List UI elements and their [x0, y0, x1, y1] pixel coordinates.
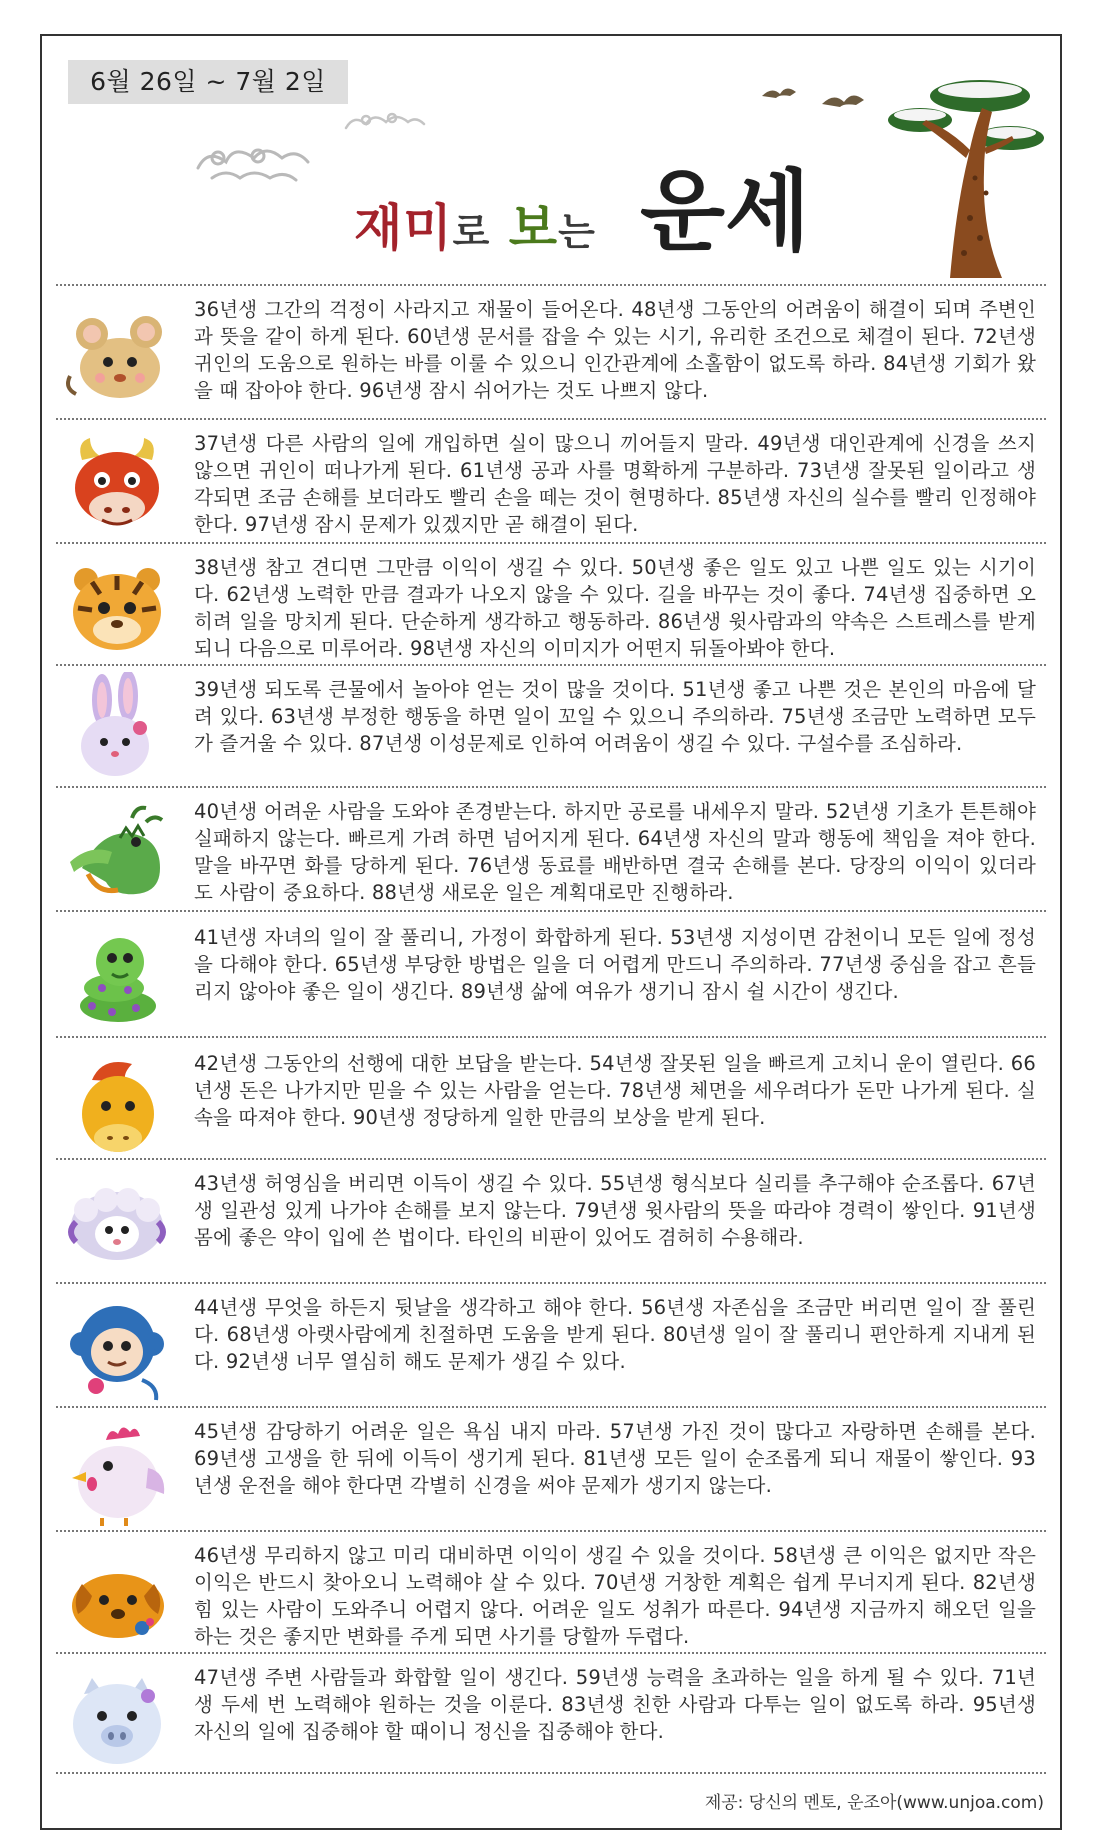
fortune-text-pig: 47년생 주변 사람들과 화합할 일이 생긴다. 59년생 능력을 초과하는 일을 하게 될 수 있다. 71년생 두세 번 노력해야 원하는 것을 이룬다. 83년생 친한 사람과 다투는 일이 없도록 하라. 95년생 자신의 일에 집중해야 할 때이니 정신을 집중해야 한다.: [194, 1666, 1036, 1743]
rabbit-icon: [62, 672, 172, 782]
title-word-1: 재미: [354, 199, 453, 257]
fortune-text-tiger: 38년생 참고 견디면 그만큼 이익이 생길 수 있다. 50년생 좋은 일도 있고 나쁜 일도 있는 시기이다. 62년생 노력한 만큼 결과가 나오지 않을 수 있다. 길을 바꾸는 것이 좋다. 74년생 집중하면 오히려 일을 망치게 된다. 단순하게 생각하고 행동하라. 86년생 윗사람과의 약속은 스트레스를 받게 되니 다음으로 미루어라. 98년생 자신의 이미지가 어떤지 뒤돌아봐야 한다.: [194, 556, 1036, 660]
credit-line: 제공: 당신의 멘토, 운조아(www.unjoa.com): [704, 1793, 1044, 1813]
title-calligraphy: 운세: [640, 159, 811, 263]
separator: [56, 542, 1046, 544]
separator: [56, 786, 1046, 788]
separator: [56, 1772, 1046, 1774]
separator: [56, 1652, 1046, 1654]
snake-icon: [62, 922, 172, 1032]
fortune-text-sheep: 43년생 허영심을 버리면 이득이 생길 수 있다. 55년생 형식보다 실리를 추구해야 순조롭다. 67년생 일관성 있게 나가야 손해를 보지 않는다. 79년생 윗사람의 뜻을 따라야 경력이 쌓인다. 91년생 몸에 좋은 약이 입에 쓴 법이다. 타인의 비판이 있어도 겸허히 수용해라.: [194, 1172, 1036, 1249]
separator: [56, 910, 1046, 912]
dragon-icon: [62, 798, 172, 908]
title-word-4: 는: [558, 210, 596, 254]
pig-icon: [62, 1666, 172, 1776]
separator: [56, 1036, 1046, 1038]
fortune-text-rabbit: 39년생 되도록 큰물에서 놀아야 얻는 것이 많을 것이다. 51년생 좋고 나쁜 것은 본인의 마음에 달려 있다. 63년생 부정한 행동을 하면 일이 꼬일 수 있으니 주의하라. 75년생 조금만 노력하면 모두가 즐거울 수 있다. 87년생 이성문제로 인하여 어려움이 생길 수 있다. 구설수를 조심하라.: [194, 678, 1036, 755]
separator: [56, 418, 1046, 420]
title-text: [354, 188, 596, 260]
separator: [56, 1282, 1046, 1284]
rooster-icon: [62, 1418, 172, 1528]
fortune-text-dragon: 40년생 어려운 사람을 도와야 존경받는다. 하지만 공로를 내세우지 말라. 52년생 기초가 튼튼해야 실패하지 않는다. 빠르게 가려 하면 넘어지게 된다. 64년생 자신의 말과 행동에 책임을 져야 한다. 말을 바꾸면 화를 당하게 된다. 76년생 동료를 배반하면 결국 손해를 본다. 당장의 이익이 있더라도 사람이 중요하다. 88년생 새로운 일은 계획대로만 진행하라.: [194, 800, 1036, 904]
ox-icon: [62, 430, 172, 540]
fortune-text-rooster: 45년생 감당하기 어려운 일은 욕심 내지 마라. 57년생 가진 것이 많다고 자랑하면 손해를 본다. 69년생 고생을 한 뒤에 이득이 생기게 된다. 81년생 모든 일이 순조롭게 되니 재물이 쌓인다. 93년생 운전을 해야 한다면 각별히 신경을 써야 문제가 생기지 않는다.: [194, 1420, 1036, 1497]
fortune-text-ox: 37년생 다른 사람의 일에 개입하면 실이 많으니 끼어들지 말라. 49년생 대인관계에 신경을 쓰지 않으면 귀인이 떠나가게 된다. 61년생 공과 사를 명확하게 구분하라. 73년생 잘못된 일이라고 생각되면 조금 손해를 보더라도 빨리 손을 떼는 것이 현명하다. 85년생 자신의 실수를 빨리 인정해야 한다. 97년생 잠시 문제가 있겠지만 곧 해결이 된다.: [194, 432, 1036, 536]
title-word-3: 보: [508, 199, 559, 257]
fortune-text-snake: 41년생 자녀의 일이 잘 풀리니, 가정이 화합하게 된다. 53년생 지성이면 감천이니 모든 일에 정성을 다해야 한다. 65년생 부당한 방법은 일을 더 어렵게 만드니 주의하라. 77년생 중심을 잡고 흔들리지 않아야 좋은 일이 생긴다. 89년생 삶에 여유가 생기니 잠시 쉴 시간이 생긴다.: [194, 926, 1036, 1003]
monkey-icon: [62, 1294, 172, 1404]
separator: [56, 1406, 1046, 1408]
birds-icon: [760, 78, 880, 118]
separator: [56, 284, 1046, 286]
pine-tree-icon: [880, 68, 1050, 278]
fortune-text-horse: 42년생 그동안의 선행에 대한 보답을 받는다. 54년생 잘못된 일을 빠르게 고치니 운이 열린다. 66년생 돈은 나가지만 믿을 수 있는 사람을 얻는다. 78년생 체면을 세우려다가 돈만 나가게 된다. 실속을 따져야 한다. 90년생 정당하게 일한 만큼의 보상을 받게 된다.: [194, 1052, 1036, 1129]
date-range-badge: 6월 26일 ~ 7월 2일: [68, 60, 348, 104]
tiger-icon: [62, 552, 172, 662]
page-title: [340, 140, 820, 270]
separator: [56, 1530, 1046, 1532]
fortune-text-rat: 36년생 그간의 걱정이 사라지고 재물이 들어온다. 48년생 그동안의 어려움이 해결이 되며 주변인과 뜻을 같이 하게 된다. 60년생 문서를 잡을 수 있는 시기, 유리한 조건으로 체결이 된다. 72년생 귀인의 도움으로 원하는 바를 이룰 수 있으니 인간관계에 소홀함이 없도록 하라. 84년생 기회가 왔을 때 잡아야 한다. 96년생 잠시 쉬어가는 것도 나쁘지 않다.: [194, 298, 1036, 402]
cloud-decoration-right: [340, 104, 430, 138]
separator: [56, 1158, 1046, 1160]
cloud-decoration-left: [188, 128, 338, 188]
title-word-2: 로: [452, 210, 491, 254]
horse-icon: [62, 1050, 172, 1160]
fortune-text-monkey: 44년생 무엇을 하든지 뒷날을 생각하고 해야 한다. 56년생 자존심을 조금만 버리면 일이 잘 풀린다. 68년생 아랫사람에게 친절하면 도움을 받게 된다. 80년생 일이 잘 풀리니 편안하게 지내게 된다. 92년생 너무 열심히 해도 문제가 생길 수 있다.: [194, 1296, 1036, 1373]
separator: [56, 664, 1046, 666]
sheep-icon: [62, 1170, 172, 1280]
fortune-text-dog: 46년생 무리하지 않고 미리 대비하면 이익이 생길 수 있을 것이다. 58년생 큰 이익은 없지만 작은 이익은 반드시 찾아오니 노력해야 살 수 있다. 70년생 거창한 계획은 쉽게 무너지게 된다. 82년생 힘 있는 사람이 도와주니 어렵지 않다. 어려운 일도 성취가 따른다. 94년생 지금까지 해오던 일을 하는 것은 좋지만 변화를 주게 되면 사기를 당할까 두렵다.: [194, 1544, 1036, 1648]
rat-icon: [62, 302, 172, 412]
dog-icon: [62, 1544, 172, 1654]
